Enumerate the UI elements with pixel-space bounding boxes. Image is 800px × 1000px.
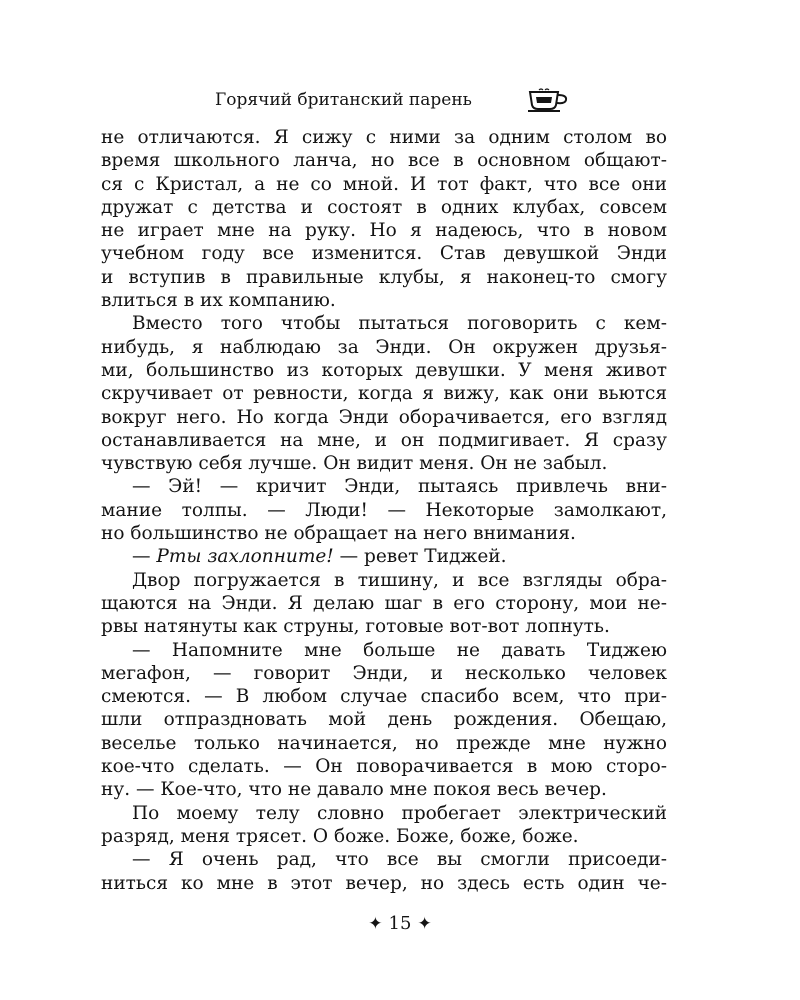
text-line: и вступив в правильные клубы, я наконец-то смогу: [101, 266, 667, 288]
text-line: вокруг него. Но когда Энди оборачивается, его взгляд: [101, 406, 667, 428]
text-line: не играет мне на руку. Но я надеюсь, что в новом: [101, 220, 667, 242]
text-line: ниться ко мне в этот вечер, но здесь есть один че-: [101, 872, 667, 894]
text-line: останавливается на мне, и он подмигивает. Я сразу: [101, 429, 667, 451]
text-line: учебном году все изменится. Став девушкой Энди: [101, 243, 667, 265]
running-header: [0, 88, 800, 118]
text-line: — Напомните мне больше не давать Тиджею: [132, 639, 667, 661]
text-line: кое-что сделать. — Он поворачивается в мою сторо-: [101, 756, 667, 778]
paragraph-3: [101, 475, 667, 545]
text-line: скручивает от ревности, когда я вижу, как они вьются: [101, 383, 667, 405]
text-line: [101, 545, 667, 568]
text-line: шли отпраздновать мой день рождения. Обещаю,: [101, 709, 667, 731]
paragraph-2: [101, 312, 667, 475]
text-line: смеются. — В любом случае спасибо всем, что при-: [101, 686, 667, 708]
teacup-icon: [527, 88, 571, 114]
text-line: веселье только начинается, но прежде мне нужно: [101, 732, 667, 754]
dialogue-tag: — ревет Тиджей.: [333, 546, 507, 568]
text-line: По моему телу словно пробегает электрический: [132, 802, 667, 824]
paragraph-7: [101, 802, 667, 849]
paragraph-6: [101, 639, 667, 802]
page-number-footer: [0, 913, 800, 934]
dialogue-dash: —: [132, 546, 157, 568]
paragraph-1: [101, 126, 667, 312]
paragraph-8: [101, 848, 667, 895]
text-line: но большинство не обращает на него внимания.: [101, 523, 576, 545]
text-line: — Эй! — кричит Энди, пытаясь привлечь вни-: [132, 476, 667, 498]
text-line: разряд, меня трясет. О боже. Боже, боже, боже.: [101, 825, 579, 847]
italic-quote: Рты захлопните!: [156, 546, 334, 568]
text-line: чувствую себя лучше. Он видит меня. Он не забыл.: [101, 453, 608, 475]
text-line: рвы натянуты как струны, готовые вот-вот лопнуть.: [101, 616, 610, 638]
text-line: Вместо того чтобы пытаться поговорить с кем-: [132, 313, 667, 335]
text-line: дружат с детства и состоят в одних клубах, совсем: [101, 196, 667, 218]
text-line: ну. — Кое-что, что не давало мне покоя весь вечер.: [101, 779, 607, 801]
star-ornament-icon: ✦: [368, 914, 383, 934]
paragraph-5: [101, 569, 667, 639]
text-line: ся с Кристал, а не со мной. И тот факт, что все они: [101, 173, 667, 195]
text-line: щаются на Энди. Я делаю шаг в его сторону, мои не-: [101, 592, 667, 614]
text-line: — Я очень рад, что все вы смогли присоеди-: [132, 849, 667, 871]
text-line: не отличаются. Я сижу с ними за одним столом во: [101, 127, 667, 148]
text-line: влиться в их компанию.: [101, 290, 336, 312]
page-number: 15: [388, 913, 412, 934]
star-ornament-icon: ✦: [417, 914, 432, 934]
text-line: ми, большинство из которых девушки. У меня живот: [101, 359, 667, 381]
text-line: время школьного ланча, но все в основном общают-: [101, 150, 667, 172]
text-line: Двор погружается в тишину, и все взгляды обра-: [132, 569, 667, 591]
running-title: Горячий британский парень: [215, 90, 472, 110]
text-line: нибудь, я наблюдаю за Энди. Он окружен друзья-: [101, 336, 667, 358]
text-line: мание толпы. — Люди! — Некоторые замолкают,: [101, 499, 667, 521]
text-line: мегафон, — говорит Энди, и несколько человек: [101, 662, 667, 684]
paragraph-4: [101, 545, 667, 568]
page-body: [101, 126, 667, 895]
